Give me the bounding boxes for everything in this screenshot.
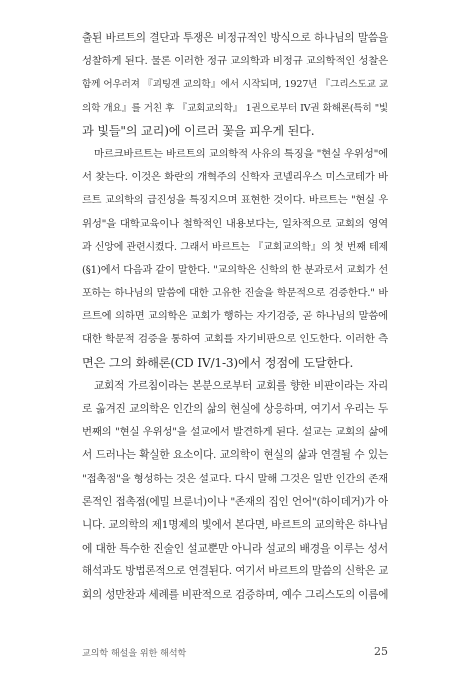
- text-line: 회의 성만찬과 세례를 비판적으로 검증하며, 예수 그리스도의 이름에: [82, 588, 388, 601]
- text-line: 의학 개요』를 거친 후 『교회교의학』 1권으로부터 IV권 화해론(특히 "빛: [82, 102, 388, 114]
- text-line: 성찰하게 된다. 물론 이러한 정규 교의학과 비정규 교의학적인 성찰은: [82, 55, 388, 68]
- text-line: "접촉점"을 형성하는 것은 설교다. 다시 말해 그것은 일반 인간의 존재: [82, 472, 388, 485]
- text-line: 면은 그의 화해론(CD IV/1-3)에서 정점에 도달한다.: [82, 355, 354, 370]
- text-line: 해석과도 방법론적으로 연결된다. 여기서 바르트의 말씀의 신학은 교: [82, 565, 388, 578]
- paragraph-first-line: 마르크바르트는 바르트의 교의학적 사유의 특징을 "현실 우위성"에: [94, 147, 388, 160]
- text-line: 서 찾는다. 이것은 화란의 개혁주의 신학자 코넬리우스 미스코테가 바: [82, 171, 388, 184]
- text-line: 서 드러나는 확실한 요소이다. 교의학이 현실의 삶과 연결될 수 있는: [82, 449, 388, 462]
- page-number: 25: [374, 645, 388, 658]
- text-line: 번째의 "현실 우위성"을 설교에서 발견하게 된다. 설교는 교회의 삶에: [82, 426, 388, 439]
- paragraph-first-line: 교회적 가르침이라는 본분으로부터 교회를 향한 비판이라는 자리: [94, 379, 388, 392]
- text-line: 대한 학문적 검증을 통하여 교회를 자기비판으로 인도한다. 이러한 측: [82, 333, 388, 346]
- text-line: 니다. 교의학의 제1명제의 빛에서 본다면, 바르트의 교의학은 하나님: [82, 518, 388, 531]
- text-line: 로 옮겨진 교의학은 인간의 삶의 현실에 상응하며, 여기서 우리는 두: [82, 403, 388, 415]
- text-line: 출된 바르트의 결단과 투쟁은 비정규적인 방식으로 하나님의 말씀을: [82, 32, 388, 44]
- text-line: 론적인 접촉점(에밀 브룬너)이나 "존재의 집인 언어"(하이데거)가 아: [82, 495, 388, 508]
- text-line: 위성"을 대학교육이나 철학적인 내용보다는, 일차적으로 교회의 영역: [82, 217, 388, 230]
- text-line: 함께 어우러져 『괴팅겐 교의학』에서 시작되며, 1927년 『그리스도교 교: [82, 79, 388, 91]
- text-line: 과 신앙에 관련시켰다. 그래서 바르트는 『교회교의학』의 첫 번째 테제: [82, 241, 388, 253]
- page-footer: [82, 646, 388, 662]
- text-line: 르트 교의학의 급진성을 특징지으며 표현한 것이다. 바르트는 "현실 우: [82, 195, 388, 207]
- body-text: [82, 27, 388, 607]
- text-line: (§1)에서 다음과 같이 말한다. "교의학은 신학의 한 분과로서 교회가 선: [82, 264, 388, 276]
- running-title: 교의학 해설을 위한 해석학: [82, 649, 187, 659]
- text-line: 과 빛들"의 교리)에 이르러 꽃을 피우게 된다.: [82, 123, 315, 138]
- text-line: 르트에 의하면 교의학은 교회가 행하는 자기검증, 곧 하나님의 말씀에: [82, 310, 388, 323]
- text-line: 에 대한 특수한 진술인 설교뿐만 아니라 설교의 배경을 이루는 성서: [82, 542, 388, 556]
- text-line: 포하는 하나님의 말씀에 대한 고유한 진술을 학문적으로 검증한다." 바: [82, 288, 388, 300]
